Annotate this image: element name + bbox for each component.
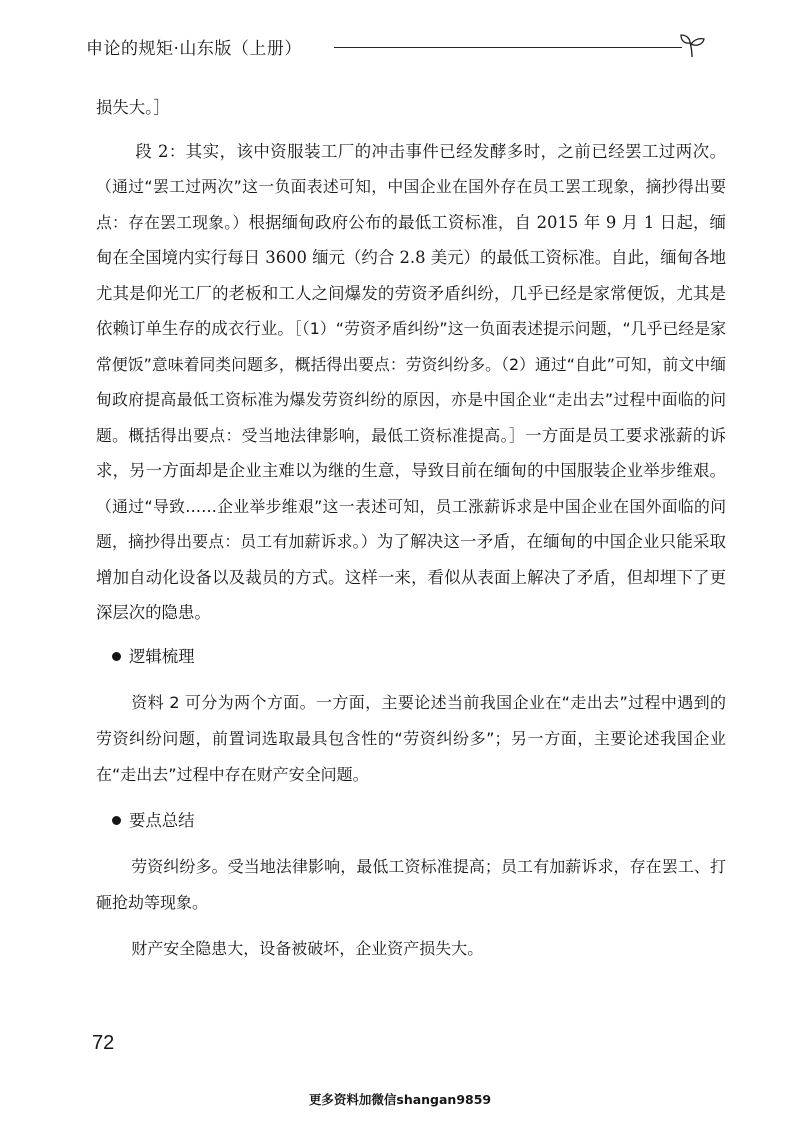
heading-text: 逻辑梳理 xyxy=(129,646,195,666)
page-number: 72 xyxy=(92,1032,115,1054)
text-segment: 段 2：其实，该中资服装工厂的冲击事件已经发酵多时，之前已经罢工过两次。 xyxy=(135,141,726,161)
heading-text: 要点总结 xyxy=(129,810,195,830)
bullet-icon xyxy=(112,652,121,661)
text-segment: 为了解决这一矛盾，在缅甸的中国企业只能采取增加自动化设备以及裁员的方式。这样一来，看似从表面上解决了矛盾，但却埋下了更深层次的隐患。 xyxy=(96,532,726,622)
header-rule xyxy=(334,47,682,48)
annotation-note: ［（1）“劳资矛盾纠纷”这一负面表述提示问题，“几乎已经是家常便饭”意味着同类问题多，概括得出要点：劳资纠纷多。（2）通过“自此”可知，前文中缅甸政府提高最低工资标准为爆发劳资纠纷的原因，亦是中国企业“走出去”过程中面临的问题。概括得出要点：受当地法律影响，最低工资标准提高。］ xyxy=(96,319,726,445)
logic-paragraph: 资料 2 可分为两个方面。一方面，主要论述当前我国企业在“走出去”过程中遇到的劳资纠纷问题，前置词选取最具包含性的“劳资纠纷多”；另一方面，主要论述我国企业在“走出去”过程中存在财产安全问题。 xyxy=(96,692,726,784)
section-heading-summary xyxy=(112,807,726,835)
bullet-icon xyxy=(112,816,121,825)
annotation-note: （通过“罢工过两次”这一负面表述可知，中国企业在国外存在员工罢工现象，摘抄得出要点：存在罢工现象。） xyxy=(96,177,726,232)
text-segment: 一方面是员工要求涨薪的诉求，另一方面却是企业主难以为继的生意，导致目前在缅甸的中国服装企业举步维艰。 xyxy=(96,425,727,480)
summary-line-2: 财产安全隐患大，设备被破坏，企业资产损失大。 xyxy=(131,938,484,958)
paragraph-continuation: 损失大。］ xyxy=(96,98,170,117)
page-content xyxy=(96,90,726,967)
summary-line-1: 劳资纠纷多。受当地法律影响，最低工资标准提高；员工有加薪诉求，存在罢工、打砸抢劫等现象。 xyxy=(96,856,726,912)
text-segment: 根据缅甸政府公布的最低工资标准，自 2015 年 9 月 1 日起，缅甸在全国境内实行每日 3600 缅元（约合 2.8 美元）的最低工资标准。自此，缅甸各地尤其是仰光工厂的老板和工人之间爆发的劳资矛盾纠纷，几乎已经是家常便饭，尤其是依赖订单生存的成衣行业。 xyxy=(96,212,726,338)
running-header xyxy=(86,32,714,60)
paragraph-2 xyxy=(96,134,726,631)
annotation-note: （通过“导致……企业举步维艰”这一表述可知，员工涨薪诉求是中国企业在国外面临的问题，摘抄得出要点：员工有加薪诉求。） xyxy=(96,496,726,551)
book-title: 申论的规矩·山东版（上册） xyxy=(86,39,302,59)
footer-note: 更多资料加微信shangan9859 xyxy=(308,1092,492,1107)
section-heading-logic xyxy=(112,643,726,671)
sprout-icon xyxy=(678,32,706,58)
